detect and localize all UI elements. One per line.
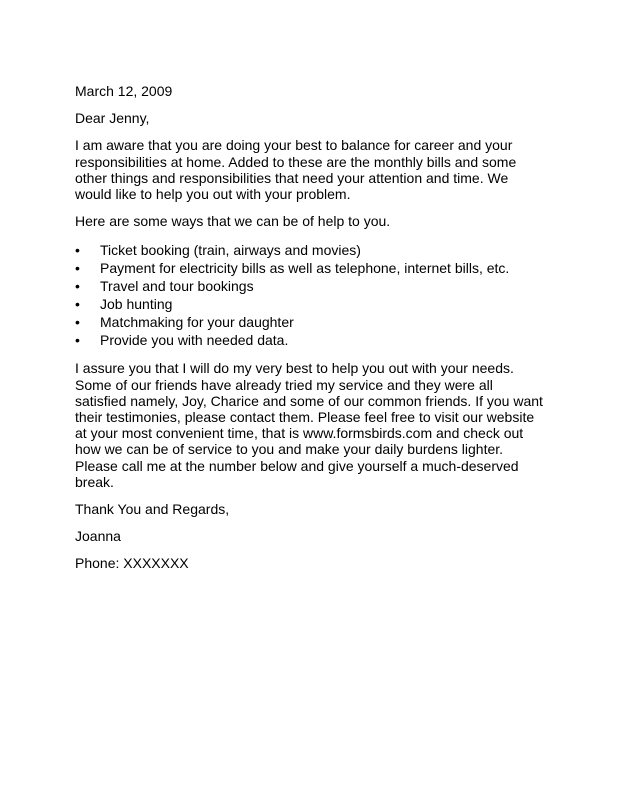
intro-paragraph: I am aware that you are doing your best to balance for career and your responsibilities at home. Added to these are the monthly bills and some other things and responsibilities that need your attention and time. We would like to help you out with your problem. [75, 137, 517, 203]
list-item-text: Ticket booking (train, airways and movies) [100, 242, 361, 259]
letter-closing: Thank You and Regards, [75, 501, 230, 518]
letter-salutation: Dear Jenny, [75, 110, 150, 127]
list-item-text: Travel and tour bookings [100, 278, 254, 295]
list-item-text: Provide you with needed data. [100, 332, 289, 349]
signature-name: Joanna [75, 528, 121, 545]
letter-date: March 12, 2009 [75, 83, 173, 99]
list-item [75, 241, 575, 259]
list-item [75, 313, 575, 331]
list-item-text: Payment for electricity bills as well as telephone, internet bills, etc. [100, 260, 510, 277]
bullet-icon: • [75, 314, 80, 331]
list-item [75, 259, 575, 277]
list-item [75, 331, 575, 349]
bullet-icon: • [75, 332, 80, 349]
list-item-text: Job hunting [100, 296, 173, 313]
body-paragraph: I assure you that I will do my very best to help you out with your needs. Some of our friends have already tried my service and they were all satisfied namely, Joy, Charice and some of our common friends. If you want their testimonies, please contact them. Please feel free to visit our website at your most convenient time, that is www.formsbirds.com and check out how we can be of service to you and make your daily burdens lighter. Please call me at the number below and give yourself a much-deserved break. [75, 360, 543, 490]
list-item-text: Matchmaking for your daughter [100, 314, 294, 331]
bullet-icon: • [75, 278, 80, 295]
list-item [75, 277, 575, 295]
letter-document [75, 83, 575, 572]
phone-number: Phone: XXXXXXX [75, 555, 189, 572]
services-lead: Here are some ways that we can be of help to you. [75, 213, 391, 230]
services-list [75, 241, 575, 349]
list-item [75, 295, 575, 313]
bullet-icon: • [75, 296, 80, 313]
bullet-icon: • [75, 260, 80, 277]
bullet-icon: • [75, 242, 80, 259]
